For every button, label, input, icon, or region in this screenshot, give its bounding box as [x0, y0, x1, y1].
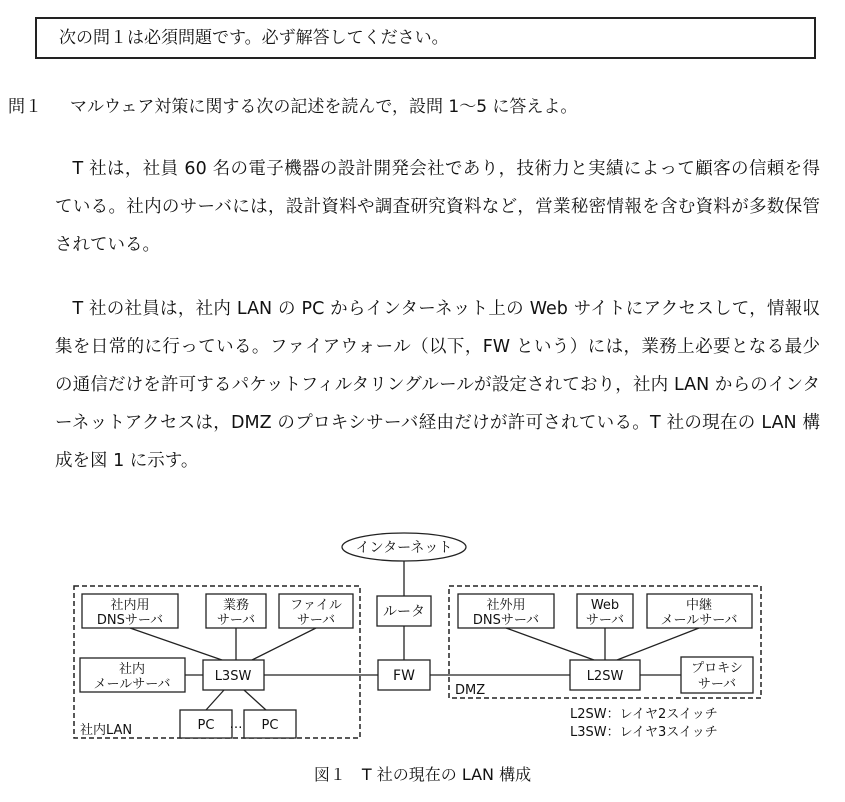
- lan-diagram: [0, 530, 845, 760]
- question-heading: [8, 92, 577, 117]
- paragraph-network-access: T 社の社員は，社内 LAN の PC からインターネット上の Web サイトにアクセスして，情報収集を日常的に行っている。ファイアウォール（以下，FW という）には，業務上必要となる最少の通信だけを許可するパケットフィルタリングルールが設定されており，社内 LAN からのインターネットアクセスは，DMZ のプロキシサーバ経由だけが許可されている。T 社の現在の LAN 構成を図 1 に示す。: [55, 299, 820, 471]
- mandatory-notice-banner: 次の問１は必須問題です。必ず解答してください。: [35, 17, 816, 59]
- question-number: 問１: [8, 97, 42, 117]
- l3sw-label: L3SW: [214, 669, 252, 684]
- web-server-label-1: Web: [590, 598, 620, 613]
- internal-dns-label-1: 社内用: [110, 598, 150, 613]
- internet-label: インターネット: [355, 540, 453, 556]
- external-dns-label-2: DNSサーバ: [472, 613, 540, 628]
- proxy-label-1: プロキシ: [691, 661, 743, 676]
- legend-l2sw: L2SW：レイヤ2スイッチ: [570, 707, 718, 722]
- figure-caption: 図１ T 社の現在の LAN 構成: [313, 765, 532, 784]
- dmz-label: DMZ: [455, 683, 486, 698]
- firewall-label: FW: [393, 668, 415, 684]
- l2sw-label: L2SW: [586, 669, 624, 684]
- business-server-label-1: 業務: [222, 598, 250, 613]
- question-text: マルウェア対策に関する次の記述を読んで，設問 1〜5 に答えよ。: [70, 97, 578, 117]
- internal-mail-label-1: 社内: [118, 662, 146, 677]
- internal-mail-label-2: メールサーバ: [93, 677, 171, 692]
- paragraph-company-overview: T 社は，社員 60 名の電子機器の設計開発会社であり，技術力と実績によって顧客の信頼を得ている。社内のサーバには，設計資料や調査研究資料など，営業秘密情報を含む資料が多数保管されている。: [55, 159, 820, 255]
- internal-dns-label-2: DNSサーバ: [96, 613, 164, 628]
- file-server-label-1: ファイル: [290, 598, 342, 613]
- relay-mail-label-1: 中継: [685, 598, 713, 613]
- business-server-label-2: サーバ: [216, 613, 256, 628]
- proxy-label-2: サーバ: [697, 677, 737, 692]
- web-server-label-2: サーバ: [585, 613, 625, 628]
- file-server-label-2: サーバ: [296, 613, 336, 628]
- internal-lan-label: 社内LAN: [80, 723, 133, 738]
- pc-label-1: PC: [197, 718, 215, 733]
- relay-mail-label-2: メールサーバ: [660, 613, 738, 628]
- pc-ellipsis: …: [229, 717, 243, 732]
- external-dns-label-1: 社外用: [486, 598, 526, 613]
- legend-l3sw: L3SW：レイヤ3スイッチ: [570, 725, 718, 740]
- pc-label-2: PC: [261, 718, 279, 733]
- router-label: ルータ: [383, 604, 425, 620]
